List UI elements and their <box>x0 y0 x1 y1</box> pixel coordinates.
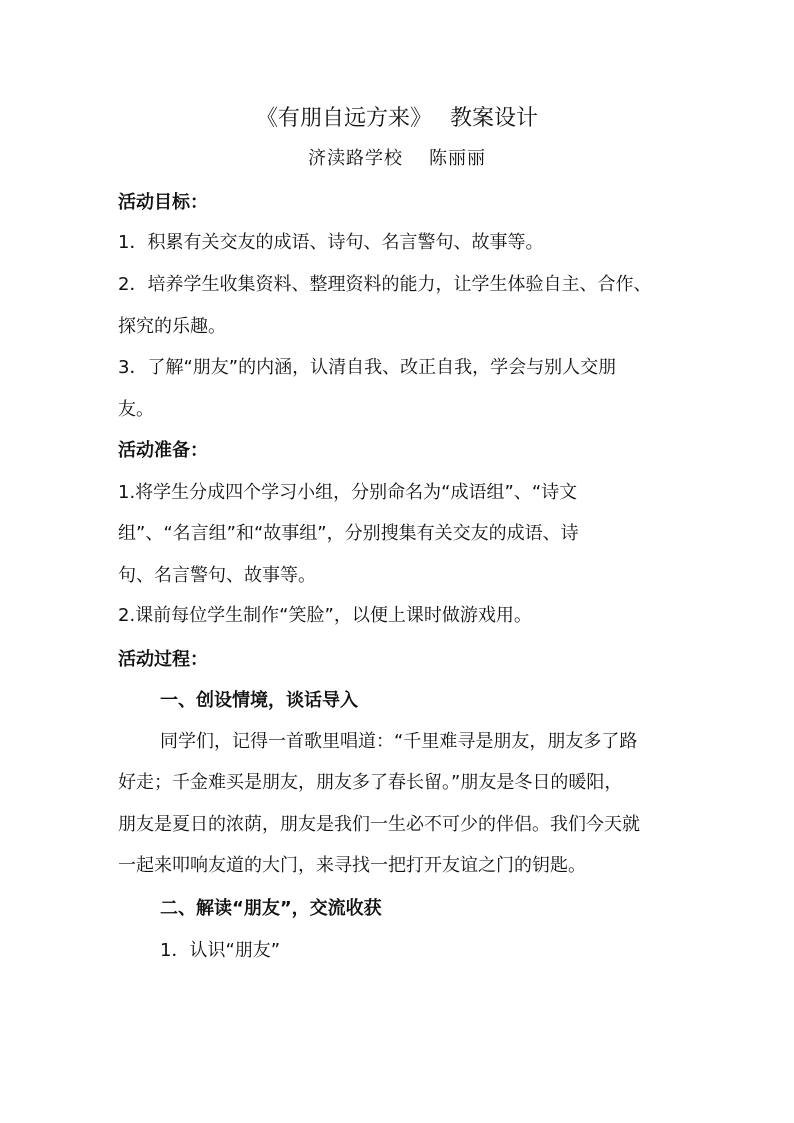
goals-heading: 活动目标： <box>118 192 208 213</box>
prep-line: 句、名言警句、故事等。 <box>118 565 316 586</box>
goals-line: 探究的乐趣。 <box>118 316 226 337</box>
author-line <box>0 146 794 172</box>
prep-line: 组”、“名言组”和“故事组”，分别搜集有关交友的成语、诗 <box>118 523 579 544</box>
step2-item: 1．认识“朋友” <box>160 940 281 961</box>
step2-heading: 二、解读“朋友”，交流收获 <box>160 898 382 919</box>
document-title <box>0 104 794 134</box>
goals-line: 2．培养学生收集资料、整理资料的能力，让学生体验自主、合作、 <box>118 274 652 295</box>
prep-heading: 活动准备： <box>118 440 208 461</box>
step1-heading: 一、创设情境，谈话导入 <box>160 690 358 711</box>
step1-line: 好走；千金难买是朋友，朋友多了春长留。”朋友是冬日的暖阳， <box>118 772 623 793</box>
title-suffix: 教案设计 <box>450 106 539 131</box>
process-heading: 活动过程： <box>118 649 208 670</box>
step1-line: 朋友是夏日的浓荫，朋友是我们一生必不可少的伴侣。我们今天就 <box>118 814 640 835</box>
goals-line: 友。 <box>118 399 154 420</box>
step1-line: 一起来叩响友道的大门，来寻找一把打开友谊之门的钥匙。 <box>118 855 586 876</box>
prep-line: 2.课前每位学生制作“笑脸”，以便上课时做游戏用。 <box>118 605 532 626</box>
prep-line: 1.将学生分成四个学习小组，分别命名为“成语组”、“诗文 <box>118 482 578 503</box>
step1-line: 同学们，记得一首歌里唱道：“千里难寻是朋友，朋友多了路 <box>160 731 638 752</box>
author-school: 济渎路学校 <box>308 148 403 169</box>
title-main: 《有朋自远方来》 <box>255 106 432 131</box>
goals-line: 1．积累有关交友的成语、诗句、名言警句、故事等。 <box>118 232 544 253</box>
goals-line: 3．了解“朋友”的内涵，认清自我、改正自我，学会与别人交朋 <box>118 357 617 378</box>
author-name: 陈丽丽 <box>429 148 486 169</box>
